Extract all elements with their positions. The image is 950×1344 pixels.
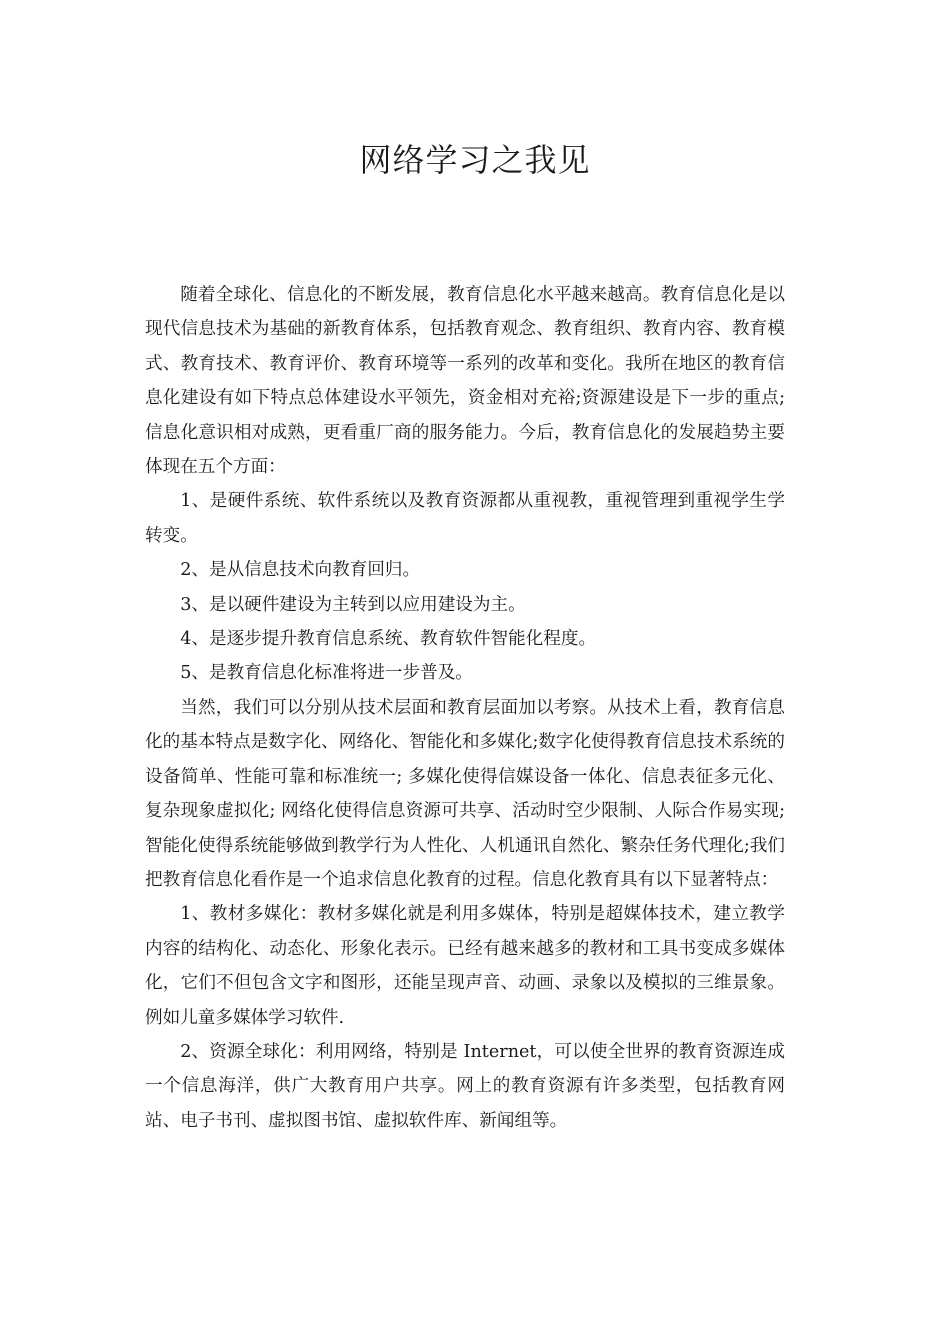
paragraph-intro: 随着全球化、信息化的不断发展，教育信息化水平越来越高。教育信息化是以现代信息技术为基础的新教育体系，包括教育观念、教育组织、教育内容、教育模式、教育技术、教育评价、教育环境等一系列的改革和变化。我所在地区的教育信息化建设有如下特点总体建设水平领先，资金相对充裕;资源建设是下一步的重点;信息化意识相对成熟，更看重厂商的服务能力。今后，教育信息化的发展趋势主要体现在五个方面： [145,285,785,478]
paragraph-technical-view: 当然，我们可以分别从技术层面和教育层面加以考察。从技术上看，教育信息化的基本特点是数字化、网络化、智能化和多媒化;数字化使得教育信息技术系统的设备简单、性能可靠和标准统一; 多媒化使得信媒设备一体化、信息表征多元化、复杂现象虚拟化; 网络化使得信息资源可共享、活动时空少限制、人际合作易实现; 智能化使得系统能够做到教学行为人性化、人机通讯自然化、繁杂任务代理化;我们把教育信息化看作是一个追求信息化教育的过程。信息化教育具有以下显著特点： [145,697,785,890]
paragraph-feature-1: 1、教材多媒化：教材多媒化就是利用多媒体，特别是超媒体技术，建立教学内容的结构化、动态化、形象化表示。已经有越来越多的教材和工具书变成多媒体化，它们不但包含文字和图形，还能呈现声音、动画、录象以及模拟的三维景象。例如儿童多媒体学习软件. [145,904,785,1028]
paragraph-trend-2: 2、是从信息技术向教育回归。 [180,560,421,581]
paragraph-trend-3: 3、是以硬件建设为主转到以应用建设为主。 [180,594,526,615]
paragraph-trend-4: 4、是逐步提升教育信息系统、教育软件智能化程度。 [180,629,597,650]
paragraph-feature-2: 2、资源全球化：利用网络，特别是 Internet，可以使全世界的教育资源连成一个信息海洋，供广大教育用户共享。网上的教育资源有许多类型，包括教育网站、电子书刊、虚拟图书馆、虚拟软件库、新闻组等。 [145,1041,785,1131]
paragraph-trend-5: 5、是教育信息化标准将进一步普及。 [180,663,473,684]
document-title: 网络学习之我见 [359,141,591,179]
paragraph-trend-1: 1、是硬件系统、软件系统以及教育资源都从重视教，重视管理到重视学生学转变。 [145,491,785,546]
document-body [145,278,785,1138]
